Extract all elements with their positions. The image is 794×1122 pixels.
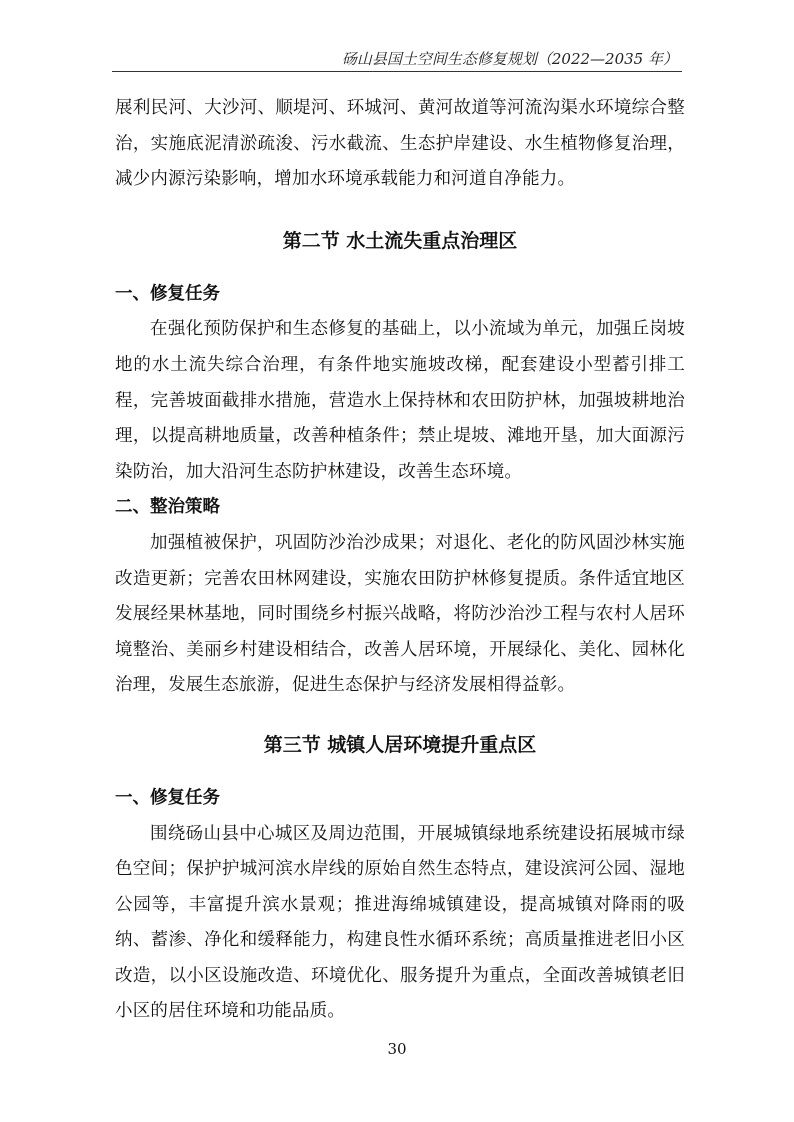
section-3-tasks-paragraph: 围绕砀山县中心城区及周边范围，开展城镇绿地系统建设拓展城市绿色空间；保护护城河滨水岸线的原始自然生态特点，建设滨河公园、湿地公园等，丰富提升滨水景观；推进海绵城镇建设，提高城镇对降雨的吸纳、蓄渗、净化和缓释能力，构建良性水循环系统；高质量推进老旧小区改造，以小区设施改造、环境优化、服务提升为重点，全面改善城镇老旧小区的居住环境和功能品质。	[115, 823, 685, 1022]
header-rule	[112, 71, 682, 72]
intro-paragraph: 展利民河、大沙河、顺堤河、环城河、黄河故道等河流沟渠水环境综合整治，实施底泥清淤疏浚、污水截流、生态护岸建设、水生植物修复治理，减少内源污染影响，增加水环境承载能力和河道自净能力。	[115, 98, 685, 190]
section-2-subhead-tasks: 一、修复任务	[115, 283, 220, 304]
section-2-title: 第二节 水土流失重点治理区	[282, 229, 518, 252]
running-header: 砀山县国土空间生态修复规划（2022—2035 年）	[341, 50, 678, 68]
page-content	[115, 91, 685, 1030]
section-2-tasks-paragraph: 在强化预防保护和生态修复的基础上，以小流域为单元，加强丘岗坡地的水土流失综合治理，有条件地实施坡改梯，配套建设小型蓄引排工程，完善坡面截排水措施，营造水上保持林和农田防护林，加强坡耕地治理，以提高耕地质量，改善种植条件；禁止堤坡、滩地开垦，加大面源污染防治，加大沿河生态防护林建设，改善生态环境。	[115, 319, 685, 482]
section-2-strategy-paragraph: 加强植被保护，巩固防沙治沙成果；对退化、老化的防风固沙林实施改造更新；完善农田林网建设，实施农田防护林修复提质。条件适宜地区发展经果林基地，同时围绕乡村振兴战略，将防沙治沙工程与农村人居环境整治、美丽乡村建设相结合，改善人居环境，开展绿化、美化、园林化治理，发展生态旅游，促进生态保护与经济发展相得益彰。	[115, 532, 685, 696]
section-3-title: 第三节 城镇人居环境提升重点区	[263, 733, 537, 756]
section-3-subhead-tasks: 一、修复任务	[115, 787, 220, 808]
page-number: 30	[387, 1040, 407, 1058]
section-2-subhead-strategy: 二、整治策略	[115, 497, 220, 518]
